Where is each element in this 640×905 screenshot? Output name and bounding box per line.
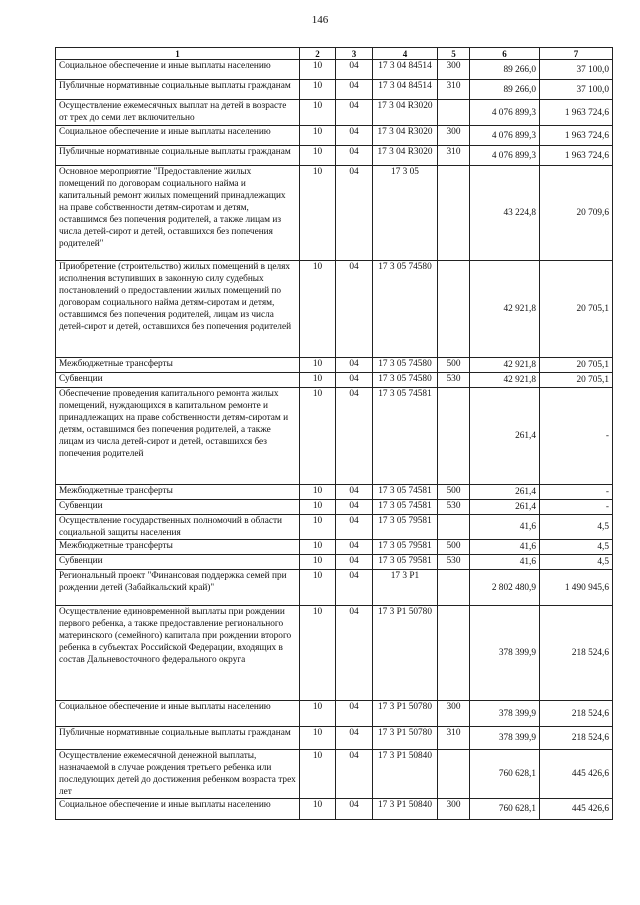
row-amount-1-cell: 760 628,1: [470, 799, 540, 820]
row-name-cell: Межбюджетные трансферты: [56, 540, 300, 555]
row-expense-type-cell: 300: [438, 60, 470, 80]
row-section-cell: 10: [300, 799, 336, 820]
row-amount-1-cell: 43 224,8: [470, 166, 540, 261]
row-subsection-cell: 04: [336, 261, 373, 358]
row-name-cell: Социальное обеспечение и иные выплаты населению: [56, 701, 300, 727]
row-target-article-cell: 17 3 P1 50780: [373, 701, 438, 727]
row-section-cell: 10: [300, 261, 336, 358]
row-target-article-cell: 17 3 05 74580: [373, 261, 438, 358]
row-name-cell: Осуществление государственных полномочий в области социальной защиты населения: [56, 515, 300, 540]
row-amount-1-cell: 760 628,1: [470, 750, 540, 799]
row-expense-type-cell: 530: [438, 500, 470, 515]
table-row: [56, 126, 613, 146]
row-subsection-cell: 04: [336, 555, 373, 570]
row-target-article-cell: 17 3 05 79581: [373, 540, 438, 555]
row-section-cell: 10: [300, 515, 336, 540]
row-expense-type-cell: 310: [438, 727, 470, 750]
row-amount-2-cell: 37 100,0: [540, 60, 613, 80]
row-name-cell: Социальное обеспечение и иные выплаты населению: [56, 799, 300, 820]
row-name-cell: Межбюджетные трансферты: [56, 485, 300, 500]
row-subsection-cell: 04: [336, 727, 373, 750]
row-subsection-cell: 04: [336, 146, 373, 166]
table-row: [56, 500, 613, 515]
row-section-cell: 10: [300, 358, 336, 373]
row-section-cell: 10: [300, 750, 336, 799]
row-name-cell: Субвенции: [56, 373, 300, 388]
row-amount-2-cell: 1 963 724,6: [540, 146, 613, 166]
table-row: [56, 60, 613, 80]
table-row: [56, 100, 613, 126]
row-section-cell: 10: [300, 485, 336, 500]
table-row: [56, 540, 613, 555]
row-expense-type-cell: 530: [438, 373, 470, 388]
header-column-6: 6: [470, 48, 540, 60]
row-expense-type-cell: 300: [438, 701, 470, 727]
table-row: [56, 261, 613, 358]
row-subsection-cell: 04: [336, 388, 373, 485]
row-amount-1-cell: 41,6: [470, 540, 540, 555]
row-amount-2-cell: 4,5: [540, 555, 613, 570]
row-target-article-cell: 17 3 04 R3020: [373, 146, 438, 166]
row-section-cell: 10: [300, 540, 336, 555]
row-name-cell: Социальное обеспечение и иные выплаты населению: [56, 60, 300, 80]
row-amount-2-cell: 20 705,1: [540, 373, 613, 388]
row-target-article-cell: 17 3 05 74580: [373, 373, 438, 388]
table-header-row: [56, 48, 613, 60]
row-amount-2-cell: -: [540, 485, 613, 500]
row-subsection-cell: 04: [336, 80, 373, 100]
row-amount-1-cell: 378 399,9: [470, 727, 540, 750]
row-expense-type-cell: [438, 166, 470, 261]
row-target-article-cell: 17 3 04 84514: [373, 80, 438, 100]
row-section-cell: 10: [300, 373, 336, 388]
table-row: [56, 750, 613, 799]
table-row: [56, 606, 613, 701]
row-section-cell: 10: [300, 388, 336, 485]
row-name-cell: Субвенции: [56, 555, 300, 570]
row-expense-type-cell: 310: [438, 146, 470, 166]
row-expense-type-cell: [438, 100, 470, 126]
row-amount-2-cell: 218 524,6: [540, 606, 613, 701]
row-amount-2-cell: 218 524,6: [540, 727, 613, 750]
row-amount-1-cell: 261,4: [470, 500, 540, 515]
row-target-article-cell: 17 3 05 74581: [373, 485, 438, 500]
row-amount-2-cell: 4,5: [540, 540, 613, 555]
header-column-5: 5: [438, 48, 470, 60]
row-name-cell: Осуществление ежемесячной денежной выплаты, назначаемой в случае рождения третьего ребенка или последующих детей до достижения ребенком возраста трех лет: [56, 750, 300, 799]
row-target-article-cell: 17 3 05 79581: [373, 555, 438, 570]
row-subsection-cell: 04: [336, 166, 373, 261]
row-amount-1-cell: 41,6: [470, 515, 540, 540]
table-row: [56, 799, 613, 820]
row-amount-2-cell: 20 705,1: [540, 358, 613, 373]
row-target-article-cell: 17 3 P1 50780: [373, 727, 438, 750]
row-amount-2-cell: 20 705,1: [540, 261, 613, 358]
table-row: [56, 358, 613, 373]
row-amount-2-cell: 1 963 724,6: [540, 126, 613, 146]
row-amount-1-cell: 378 399,9: [470, 606, 540, 701]
row-subsection-cell: 04: [336, 373, 373, 388]
row-amount-1-cell: 261,4: [470, 485, 540, 500]
row-section-cell: 10: [300, 80, 336, 100]
row-name-cell: Субвенции: [56, 500, 300, 515]
row-target-article-cell: 17 3 04 R3020: [373, 126, 438, 146]
row-amount-2-cell: 20 709,6: [540, 166, 613, 261]
row-name-cell: Межбюджетные трансферты: [56, 358, 300, 373]
row-section-cell: 10: [300, 727, 336, 750]
row-name-cell: Осуществление единовременной выплаты при рождении первого ребенка, а также предоставление регионального материнского (семейного) капитала при рождении второго ребенка в субъектах Российской Федерации, входящих в состав Дальневосточного федерального округа: [56, 606, 300, 701]
row-target-article-cell: 17 3 04 84514: [373, 60, 438, 80]
row-expense-type-cell: 500: [438, 540, 470, 555]
row-name-cell: Основное мероприятие "Предоставление жилых помещений по договорам социального найма и капитальный ремонт жилых помещений принадлежащих на праве собственности детям-сиротам и детям, оставшимся без попечения родителей, а также лицам из числа детей-сирот и детей, оставшихся без попечения родителей": [56, 166, 300, 261]
row-name-cell: Приобретение (строительство) жилых помещений в целях исполнения вступивших в законную силу судебных постановлений о предоставлении жилых помещений по договорам социального найма детям-сиротам и детям, оставшимся без попечения родителей, лицам из числа детей-сирот и детей, оставшихся без попечения родителей: [56, 261, 300, 358]
header-column-2: 2: [300, 48, 336, 60]
row-name-cell: Социальное обеспечение и иные выплаты населению: [56, 126, 300, 146]
row-amount-2-cell: 218 524,6: [540, 701, 613, 727]
row-subsection-cell: 04: [336, 750, 373, 799]
row-expense-type-cell: [438, 750, 470, 799]
row-expense-type-cell: 310: [438, 80, 470, 100]
row-expense-type-cell: 530: [438, 555, 470, 570]
row-subsection-cell: 04: [336, 100, 373, 126]
row-section-cell: 10: [300, 606, 336, 701]
row-target-article-cell: 17 3 P1 50780: [373, 606, 438, 701]
row-target-article-cell: 17 3 05: [373, 166, 438, 261]
row-section-cell: 10: [300, 60, 336, 80]
table-row: [56, 555, 613, 570]
row-amount-1-cell: 4 076 899,3: [470, 100, 540, 126]
row-subsection-cell: 04: [336, 126, 373, 146]
table-row: [56, 701, 613, 727]
row-amount-1-cell: 4 076 899,3: [470, 126, 540, 146]
row-amount-1-cell: 4 076 899,3: [470, 146, 540, 166]
row-subsection-cell: 04: [336, 500, 373, 515]
page-number: 146: [311, 14, 329, 26]
row-amount-1-cell: 41,6: [470, 555, 540, 570]
row-amount-1-cell: 42 921,8: [470, 261, 540, 358]
row-name-cell: Публичные нормативные социальные выплаты гражданам: [56, 146, 300, 166]
row-amount-2-cell: -: [540, 500, 613, 515]
row-amount-2-cell: -: [540, 388, 613, 485]
row-expense-type-cell: [438, 261, 470, 358]
row-target-article-cell: 17 3 P1: [373, 570, 438, 606]
row-subsection-cell: 04: [336, 540, 373, 555]
row-name-cell: Обеспечение проведения капитального ремонта жилых помещений, нуждающихся в капитальном ремонте и принадлежащих на праве собственности детям-сиротам и детям, оставшимся без попечения родителей, а также лицам из числа детей-сирот и детей, оставшихся без попечения родителей: [56, 388, 300, 485]
row-amount-2-cell: 1 490 945,6: [540, 570, 613, 606]
row-expense-type-cell: 300: [438, 799, 470, 820]
row-section-cell: 10: [300, 555, 336, 570]
row-section-cell: 10: [300, 500, 336, 515]
budget-table: [55, 47, 613, 820]
row-section-cell: 10: [300, 126, 336, 146]
row-name-cell: Публичные нормативные социальные выплаты гражданам: [56, 727, 300, 750]
row-subsection-cell: 04: [336, 570, 373, 606]
row-name-cell: Региональный проект "Финансовая поддержка семей при рождении детей (Забайкальский край)": [56, 570, 300, 606]
header-column-7: 7: [540, 48, 613, 60]
row-amount-1-cell: 261,4: [470, 388, 540, 485]
table-row: [56, 727, 613, 750]
row-expense-type-cell: [438, 606, 470, 701]
row-subsection-cell: 04: [336, 485, 373, 500]
row-amount-2-cell: 445 426,6: [540, 750, 613, 799]
row-expense-type-cell: [438, 570, 470, 606]
row-amount-1-cell: 42 921,8: [470, 373, 540, 388]
row-target-article-cell: 17 3 P1 50840: [373, 799, 438, 820]
header-column-4: 4: [373, 48, 438, 60]
row-subsection-cell: 04: [336, 358, 373, 373]
row-amount-2-cell: 1 963 724,6: [540, 100, 613, 126]
table-row: [56, 373, 613, 388]
row-expense-type-cell: 500: [438, 485, 470, 500]
header-column-1: 1: [56, 48, 300, 60]
table-body: [56, 60, 613, 820]
row-amount-1-cell: 2 802 480,9: [470, 570, 540, 606]
row-amount-1-cell: 89 266,0: [470, 60, 540, 80]
row-target-article-cell: 17 3 05 74581: [373, 388, 438, 485]
table-row: [56, 388, 613, 485]
row-target-article-cell: 17 3 05 74581: [373, 500, 438, 515]
table-row: [56, 485, 613, 500]
table-row: [56, 166, 613, 261]
row-section-cell: 10: [300, 166, 336, 261]
row-name-cell: Публичные нормативные социальные выплаты гражданам: [56, 80, 300, 100]
row-subsection-cell: 04: [336, 701, 373, 727]
row-expense-type-cell: 500: [438, 358, 470, 373]
table-row: [56, 80, 613, 100]
row-amount-1-cell: 89 266,0: [470, 80, 540, 100]
row-amount-1-cell: 42 921,8: [470, 358, 540, 373]
row-section-cell: 10: [300, 100, 336, 126]
row-expense-type-cell: 300: [438, 126, 470, 146]
row-amount-2-cell: 37 100,0: [540, 80, 613, 100]
row-target-article-cell: 17 3 05 79581: [373, 515, 438, 540]
row-section-cell: 10: [300, 146, 336, 166]
row-subsection-cell: 04: [336, 606, 373, 701]
header-column-3: 3: [336, 48, 373, 60]
row-target-article-cell: 17 3 04 R3020: [373, 100, 438, 126]
row-amount-2-cell: 445 426,6: [540, 799, 613, 820]
row-subsection-cell: 04: [336, 515, 373, 540]
table-row: [56, 570, 613, 606]
row-amount-2-cell: 4,5: [540, 515, 613, 540]
row-section-cell: 10: [300, 570, 336, 606]
table-row: [56, 515, 613, 540]
row-expense-type-cell: [438, 515, 470, 540]
row-target-article-cell: 17 3 P1 50840: [373, 750, 438, 799]
row-name-cell: Осуществление ежемесячных выплат на детей в возрасте от трех до семи лет включительно: [56, 100, 300, 126]
row-amount-1-cell: 378 399,9: [470, 701, 540, 727]
row-expense-type-cell: [438, 388, 470, 485]
table-row: [56, 146, 613, 166]
row-target-article-cell: 17 3 05 74580: [373, 358, 438, 373]
row-subsection-cell: 04: [336, 60, 373, 80]
row-subsection-cell: 04: [336, 799, 373, 820]
row-section-cell: 10: [300, 701, 336, 727]
